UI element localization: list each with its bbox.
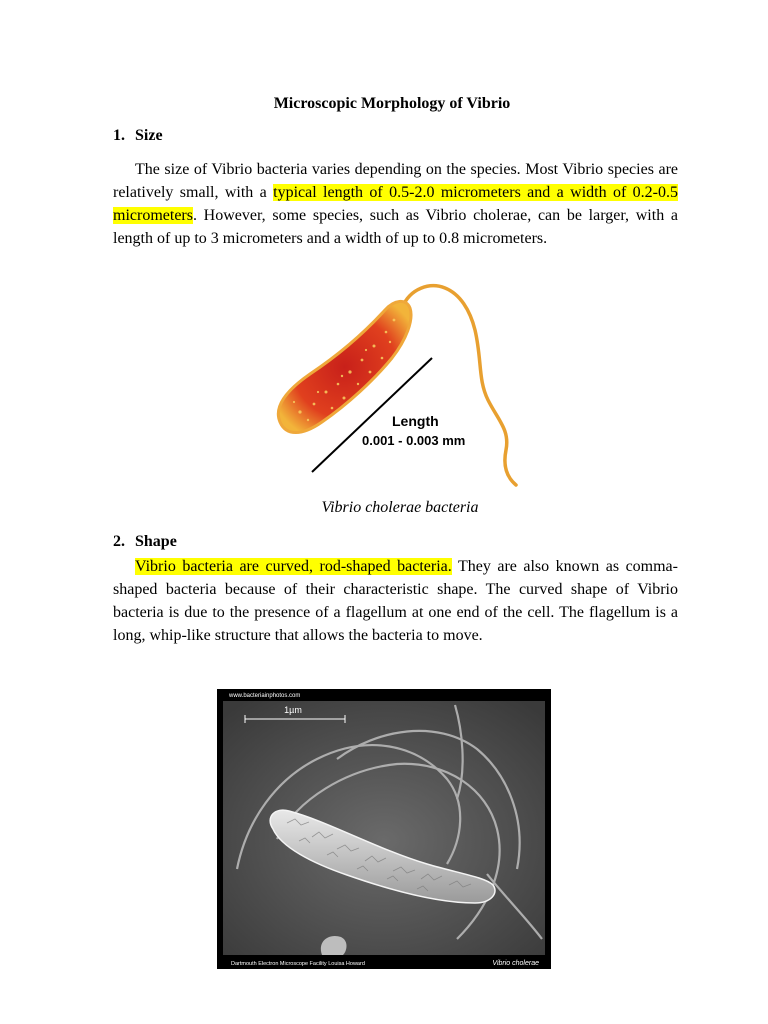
electron-micrograph xyxy=(217,689,551,969)
highlighted-text: typical length of 0.5-2.0 micrometers and a width of 0.2-0.5 micrometers xyxy=(113,184,678,224)
section-title: Size xyxy=(135,127,163,144)
section-number: 1. xyxy=(113,127,125,144)
highlighted-text: Vibrio bacteria are curved, rod-shaped bacteria. xyxy=(135,558,452,575)
vibrio-illustration xyxy=(270,280,520,490)
length-label: Length xyxy=(392,413,439,429)
section-number: 2. xyxy=(113,533,125,550)
section-heading-size xyxy=(113,127,163,145)
section-heading-shape xyxy=(113,533,177,551)
paragraph-text: The size of Vibrio bacteria varies depending on the species. Most Vibrio species are relatively small, with a xyxy=(113,161,678,201)
paragraph-text: . However, some species, such as Vibrio cholerae, can be larger, with a length of up to 3 micrometers and a width of up to 0.8 micrometers. xyxy=(113,207,678,247)
paragraph-text: They are also known as comma-shaped bacteria because of their characteristic shape. The curved shape of Vibrio bacteria is due to the presence of a flagellum at one end of the cell. The flagellum is a long, whip-like structure that allows the bacteria to move. xyxy=(113,558,678,644)
size-paragraph xyxy=(113,158,678,250)
section-title: Shape xyxy=(135,533,177,550)
shape-paragraph xyxy=(113,555,678,647)
credit-text: Dartmouth Electron Microscope Facility Louisa Howard xyxy=(231,961,365,967)
scale-bar-label: 1µm xyxy=(284,705,302,715)
watermark-text: www.bacteriainphotos.com xyxy=(229,693,301,699)
figure-caption: Vibrio cholerae bacteria xyxy=(321,499,479,516)
length-value: 0.001 - 0.003 mm xyxy=(362,433,466,448)
species-label: Vibrio cholerae xyxy=(492,960,539,967)
page-title: Microscopic Morphology of Vibrio xyxy=(273,95,511,112)
micrograph-graphic xyxy=(217,689,551,969)
vibrio-illustration-graphic xyxy=(270,280,520,490)
